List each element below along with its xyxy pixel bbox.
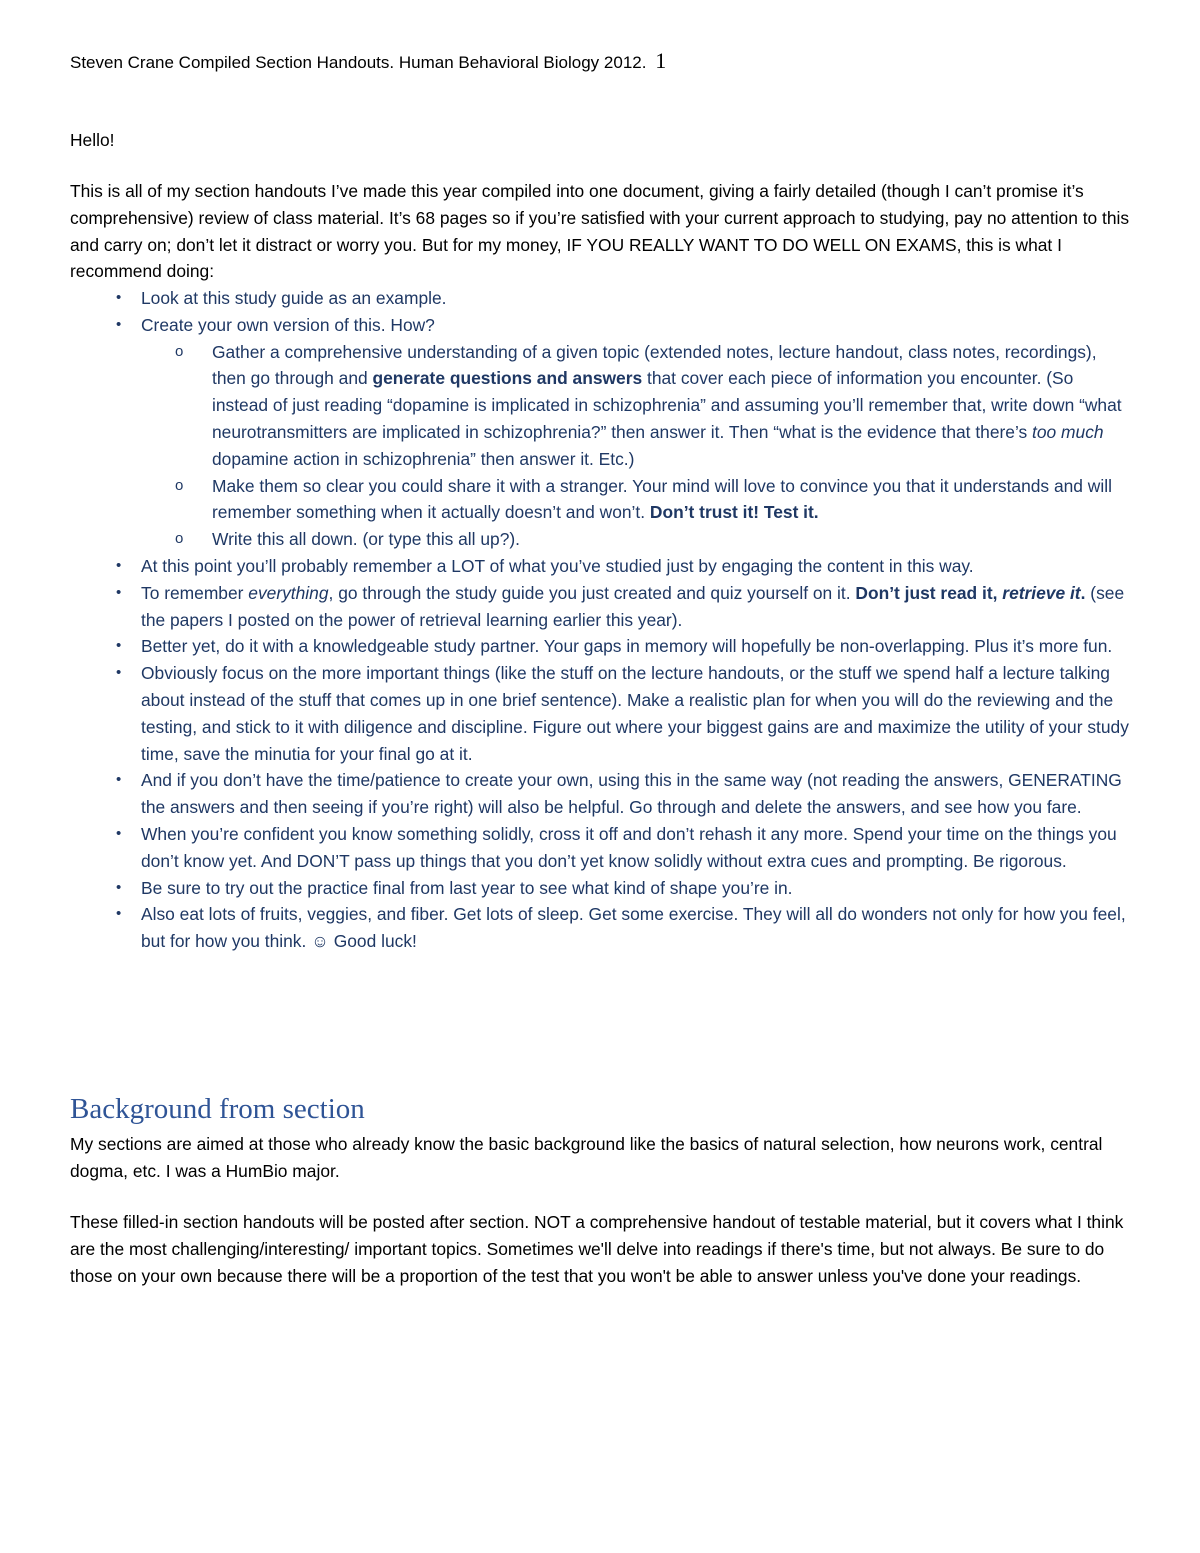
background-paragraph-1: My sections are aimed at those who already know the basic background like the basics of natural selection, how neurons work, central dogma, etc. I was a HumBio major.: [70, 1134, 1103, 1181]
circle-bullet-icon: o: [175, 342, 184, 360]
list-item: • Look at this study guide as an example.: [70, 285, 1132, 312]
list-item: • Create your own version of this. How? o Gather a comprehensive understanding of a given topic (extended notes, lecture handout, class notes, recordings), then go through and generate questions and answers that cover each piece of information you encounter. (So instead of just reading “dopamine is implicated in schizophrenia” and assuming you’ll remember that, write down “what neurotransmitters are implicated in schizophrenia?” then answer it. Then “what is the evidence that there’s too much dopamine action in schizophrenia” then answer it. Etc.) o Make them so clear you could share it with a stranger. Your mind will love to convince you that it understands and will remember something when it actually doesn’t and won’t. Don’t trust it! Test it. o Write this all down. (or type this all up?).: [70, 312, 1132, 553]
sub-list: [141, 339, 1132, 553]
bullet-icon: •: [116, 637, 122, 655]
page-header: [70, 48, 666, 74]
list-item: • At this point you’ll probably remember a LOT of what you’ve studied just by engaging the content in this way.: [70, 553, 1132, 580]
greeting: Hello!: [70, 130, 115, 150]
bullet-icon: •: [116, 583, 122, 601]
list-item: • Be sure to try out the practice final from last year to see what kind of shape you’re in.: [70, 875, 1132, 902]
bullet-icon: •: [116, 315, 122, 333]
study-tips-list: [70, 285, 1132, 955]
bullet-icon: •: [116, 771, 122, 789]
list-item: • Also eat lots of fruits, veggies, and fiber. Get lots of sleep. Get some exercise. They will all do wonders not only for how you feel, but for how you think. ☺ Good luck!: [70, 901, 1132, 955]
bullet-icon: •: [116, 824, 122, 842]
list-item: • And if you don’t have the time/patience to create your own, using this in the same way (not reading the answers, GENERATING the answers and then seeing if you’re right) will also be helpful. Go through and delete the answers, and see how you fare.: [70, 767, 1132, 821]
circle-bullet-icon: o: [175, 476, 184, 494]
sub-list-item: o Gather a comprehensive understanding of a given topic (extended notes, lecture handout, class notes, recordings), then go through and generate questions and answers that cover each piece of information you encounter. (So instead of just reading “dopamine is implicated in schizophrenia” and assuming you’ll remember that, write down “what neurotransmitters are implicated in schizophrenia?” then answer it. Then “what is the evidence that there’s too much dopamine action in schizophrenia” then answer it. Etc.): [141, 339, 1132, 473]
section-heading: Background from section: [70, 1093, 365, 1125]
header-text: Steven Crane Compiled Section Handouts. Human Behavioral Biology 2012.: [70, 53, 647, 72]
bullet-icon: •: [116, 878, 122, 896]
circle-bullet-icon: o: [175, 530, 184, 548]
sub-list-item: o Write this all down. (or type this all up?).: [141, 526, 1132, 553]
bullet-icon: •: [116, 289, 122, 306]
list-item: • Better yet, do it with a knowledgeable study partner. Your gaps in memory will hopefully be non-overlapping. Plus it’s more fun.: [70, 633, 1132, 660]
list-item: • To remember everything, go through the study guide you just created and quiz yourself on it. Don’t just read it, retrieve it. (see the papers I posted on the power of retrieval learning earlier this year).: [70, 580, 1132, 634]
page-number: 1: [655, 48, 667, 73]
list-item: • Obviously focus on the more important things (like the stuff on the lecture handouts, or the stuff we spend half a lecture talking about instead of the stuff that comes up in one brief sentence). Make a realistic plan for when you will do the reviewing and the testing, and stick to it with diligence and discipline. Figure out where your biggest gains are and maximize the utility of your study time, save the minutia for your final go at it.: [70, 660, 1132, 767]
background-paragraph-2: These filled-in section handouts will be posted after section. NOT a comprehensive handout of testable material, but it covers what I think are the most challenging/interesting/ important topics. Sometimes we'll delve into readings if there's time, but not always. Be sure to do those on your own because there will be a proportion of the test that you won't be able to answer unless you've done your readings.: [70, 1212, 1124, 1286]
intro-paragraph: This is all of my section handouts I’ve made this year compiled into one document, giving a fairly detailed (though I can’t promise it’s comprehensive) review of class material. It’s 68 pages so if you’re satisfied with your current approach to studying, pay no attention to this and carry on; don’t let it distract or worry you. But for my money, IF YOU REALLY WANT TO DO WELL ON EXAMS, this is what I recommend doing:: [70, 181, 1130, 282]
sub-list-item: o Make them so clear you could share it with a stranger. Your mind will love to convince you that it understands and will remember something when it actually doesn’t and won’t. Don’t trust it! Test it.: [141, 473, 1132, 527]
bullet-icon: •: [116, 664, 122, 682]
list-item: • When you’re confident you know something solidly, cross it off and don’t rehash it any more. Spend your time on the things you don’t know yet. And DON’T pass up things that you don’t yet know solidly without extra cues and prompting. Be rigorous.: [70, 821, 1132, 875]
bullet-icon: •: [116, 556, 122, 574]
bullet-icon: •: [116, 905, 122, 923]
